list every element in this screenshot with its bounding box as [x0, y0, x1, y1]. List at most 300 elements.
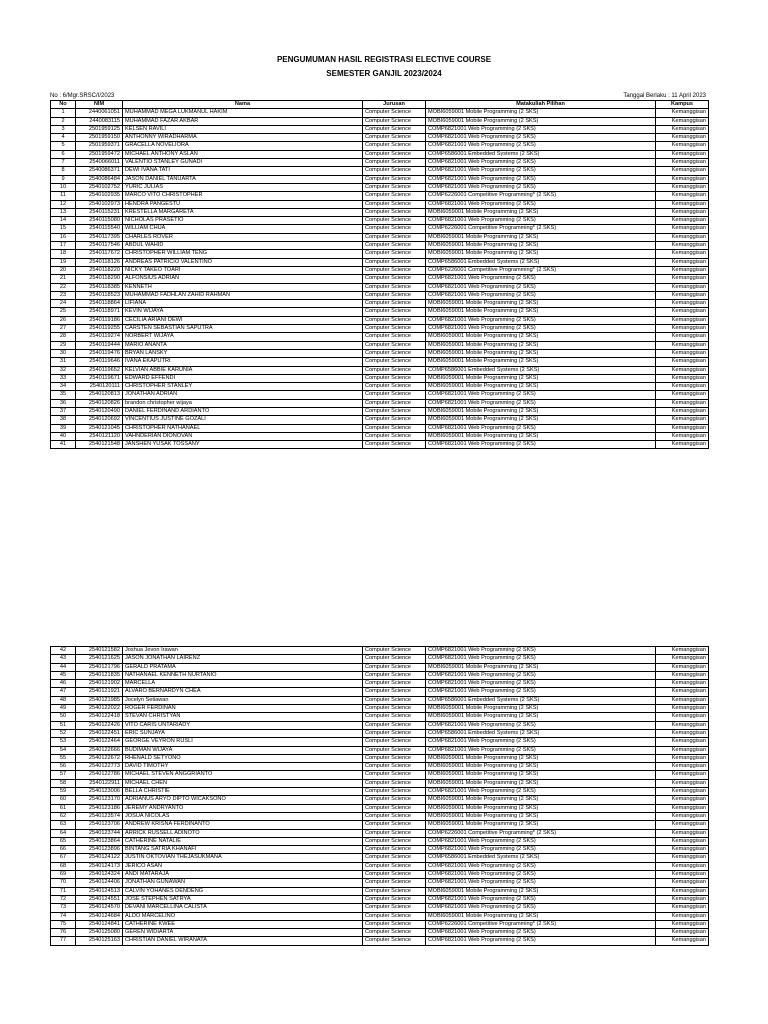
- cell-matakuliah: COMP6821001 Web Programming (2 SKS): [426, 904, 656, 912]
- cell-kampus: Kemanggisan: [656, 250, 709, 258]
- cell-nim: 2540124406: [76, 879, 123, 887]
- cell-matakuliah: MOBI6059001 Mobile Programming (2 SKS): [426, 887, 656, 895]
- table-row: [51, 771, 709, 779]
- cell-matakuliah: MOBI6059001 Mobile Programming (2 SKS): [426, 771, 656, 779]
- table-row: [51, 441, 709, 449]
- cell-no: 4: [51, 134, 76, 142]
- cell-no: 34: [51, 383, 76, 391]
- table-row: [51, 233, 709, 241]
- cell-no: 7: [51, 159, 76, 167]
- cell-jurusan: Computer Science: [363, 358, 426, 366]
- cell-nama: GEREN WIDIARTA: [123, 929, 363, 937]
- cell-jurusan: Computer Science: [363, 416, 426, 424]
- cell-jurusan: Computer Science: [363, 242, 426, 250]
- table-row: [51, 887, 709, 895]
- cell-matakuliah: COMP6821001 Web Programming (2 SKS): [426, 424, 656, 432]
- table-row: [51, 804, 709, 812]
- cell-kampus: Kemanggisan: [656, 432, 709, 440]
- cell-nim: 2540124684: [76, 912, 123, 920]
- cell-nama: DEWI IVANA TATI: [123, 167, 363, 175]
- cell-nim: 2540122666: [76, 746, 123, 754]
- cell-matakuliah: COMP6586001 Embedded Systems (2 SKS): [426, 258, 656, 266]
- cell-kampus: Kemanggisan: [656, 424, 709, 432]
- cell-kampus: Kemanggisan: [656, 183, 709, 191]
- cell-kampus: Kemanggisan: [656, 159, 709, 167]
- table-row: [51, 391, 709, 399]
- cell-jurusan: Computer Science: [363, 407, 426, 415]
- cell-jurusan: Computer Science: [363, 663, 426, 671]
- cell-jurusan: Computer Science: [363, 167, 426, 175]
- cell-matakuliah: MOBI6059001 Mobile Programming (2 SKS): [426, 233, 656, 241]
- cell-matakuliah: COMP6821001 Web Programming (2 SKS): [426, 134, 656, 142]
- cell-nama: MICHAEL STEVEN ANGGRIANTO: [123, 771, 363, 779]
- cell-matakuliah: COMP6821001 Web Programming (2 SKS): [426, 159, 656, 167]
- cell-nim: 2540125080: [76, 929, 123, 937]
- cell-no: 40: [51, 432, 76, 440]
- cell-no: 72: [51, 895, 76, 903]
- cell-matakuliah: COMP6821001 Web Programming (2 SKS): [426, 283, 656, 291]
- cell-nama: ALFONSIUS ADRIAN: [123, 275, 363, 283]
- table-row: [51, 266, 709, 274]
- cell-nama: JUSTIN OKTOVIAN THEJASUKMANA: [123, 854, 363, 862]
- table-row: [51, 846, 709, 854]
- cell-matakuliah: MOBI6059001 Mobile Programming (2 SKS): [426, 349, 656, 357]
- cell-no: 13: [51, 208, 76, 216]
- cell-jurusan: Computer Science: [363, 266, 426, 274]
- cell-nim: 2540123170: [76, 796, 123, 804]
- table-row: [51, 779, 709, 787]
- cell-no: 19: [51, 258, 76, 266]
- cell-matakuliah: COMP6821001 Web Programming (2 SKS): [426, 167, 656, 175]
- cell-jurusan: Computer Science: [363, 862, 426, 870]
- cell-matakuliah: MOBI6059001 Mobile Programming (2 SKS): [426, 341, 656, 349]
- cell-matakuliah: COMP6821001 Web Programming (2 SKS): [426, 871, 656, 879]
- cell-nim: 2540102935: [76, 192, 123, 200]
- cell-nama: STEVAN CHRISTYAN: [123, 713, 363, 721]
- cell-kampus: Kemanggisan: [656, 655, 709, 663]
- cell-matakuliah: COMP6226001 Competitive Programming* (2 SKS): [426, 266, 656, 274]
- table-row: [51, 729, 709, 737]
- cell-no: 70: [51, 879, 76, 887]
- cell-jurusan: Computer Science: [363, 812, 426, 820]
- table-row: [51, 647, 709, 655]
- cell-matakuliah: COMP6821001 Web Programming (2 SKS): [426, 688, 656, 696]
- table-row: [51, 912, 709, 920]
- cell-nama: DANIEL FERDINAND ARDIANTO: [123, 407, 363, 415]
- cell-matakuliah: MOBI6059001 Mobile Programming (2 SKS): [426, 663, 656, 671]
- cell-no: 41: [51, 441, 76, 449]
- cell-no: 71: [51, 887, 76, 895]
- table-row: [51, 655, 709, 663]
- cell-matakuliah: COMP6226001 Competitive Programming* (2 SKS): [426, 192, 656, 200]
- cell-no: 12: [51, 200, 76, 208]
- cell-no: 67: [51, 854, 76, 862]
- cell-matakuliah: MOBI6059001 Mobile Programming (2 SKS): [426, 821, 656, 829]
- cell-nim: 2540118126: [76, 258, 123, 266]
- table-row: [51, 225, 709, 233]
- cell-kampus: Kemanggisan: [656, 291, 709, 299]
- cell-nim: 2540122911: [76, 779, 123, 787]
- table-row: [51, 383, 709, 391]
- cell-jurusan: Computer Science: [363, 746, 426, 754]
- cell-no: 31: [51, 358, 76, 366]
- table-row: [51, 713, 709, 721]
- cell-nim: 2540121120: [76, 432, 123, 440]
- cell-matakuliah: COMP6586001 Embedded Systems (2 SKS): [426, 729, 656, 737]
- cell-no: 23: [51, 291, 76, 299]
- cell-nim: 2540124513: [76, 887, 123, 895]
- cell-no: 11: [51, 192, 76, 200]
- cell-no: 16: [51, 233, 76, 241]
- header-kampus: Kampus: [656, 101, 709, 109]
- cell-matakuliah: COMP6226001 Competitive Programming* (2 SKS): [426, 920, 656, 928]
- cell-matakuliah: MOBI6059001 Mobile Programming (2 SKS): [426, 912, 656, 920]
- cell-no: 1: [51, 109, 76, 117]
- table-header-row: [51, 101, 709, 109]
- cell-kampus: Kemanggisan: [656, 416, 709, 424]
- cell-kampus: Kemanggisan: [656, 680, 709, 688]
- effective-date: Tanggal Berlaku : 11 April 2023: [623, 93, 706, 99]
- cell-kampus: Kemanggisan: [656, 771, 709, 779]
- cell-nama: NICKY TAKEO TOARI: [123, 266, 363, 274]
- cell-matakuliah: COMP6821001 Web Programming (2 SKS): [426, 175, 656, 183]
- table-row: [51, 142, 709, 150]
- cell-nama: EDWARD EFFENDI: [123, 374, 363, 382]
- cell-nim: 2540117546: [76, 242, 123, 250]
- cell-jurusan: Computer Science: [363, 854, 426, 862]
- table-row: [51, 688, 709, 696]
- cell-jurusan: Computer Science: [363, 796, 426, 804]
- cell-nim: 2540118385: [76, 283, 123, 291]
- cell-kampus: Kemanggisan: [656, 325, 709, 333]
- cell-jurusan: Computer Science: [363, 142, 426, 150]
- cell-kampus: Kemanggisan: [656, 804, 709, 812]
- cell-nim: 2540122672: [76, 754, 123, 762]
- table-row: [51, 192, 709, 200]
- cell-nim: 2540121625: [76, 655, 123, 663]
- cell-nama: ADRIANUS ARYO DIPTO WICAKSONO: [123, 796, 363, 804]
- cell-nim: 2540125163: [76, 937, 123, 945]
- cell-jurusan: Computer Science: [363, 837, 426, 845]
- cell-matakuliah: COMP6586001 Embedded Systems (2 SKS): [426, 366, 656, 374]
- cell-nim: 2501959125: [76, 125, 123, 133]
- cell-no: 18: [51, 250, 76, 258]
- cell-jurusan: Computer Science: [363, 117, 426, 125]
- header-nama: Nama: [123, 101, 363, 109]
- cell-no: 77: [51, 937, 76, 945]
- cell-no: 46: [51, 680, 76, 688]
- cell-no: 22: [51, 283, 76, 291]
- cell-nama: JOSE STEPHEN SATRYA: [123, 895, 363, 903]
- cell-matakuliah: COMP6821001 Web Programming (2 SKS): [426, 655, 656, 663]
- cell-matakuliah: COMP6821001 Web Programming (2 SKS): [426, 441, 656, 449]
- table-row: [51, 217, 709, 225]
- cell-kampus: Kemanggisan: [656, 399, 709, 407]
- cell-matakuliah: MOBI6059001 Mobile Programming (2 SKS): [426, 432, 656, 440]
- cell-nim: 2540122451: [76, 729, 123, 737]
- table-row: [51, 754, 709, 762]
- table-row: [51, 705, 709, 713]
- cell-kampus: Kemanggisan: [656, 225, 709, 233]
- cell-jurusan: Computer Science: [363, 655, 426, 663]
- cell-nama: MUHAMMAD FADHLAN ZAHID RAHMAN: [123, 291, 363, 299]
- cell-matakuliah: COMP6821001 Web Programming (2 SKS): [426, 671, 656, 679]
- cell-kampus: Kemanggisan: [656, 763, 709, 771]
- cell-matakuliah: MOBI6059001 Mobile Programming (2 SKS): [426, 796, 656, 804]
- cell-no: 44: [51, 663, 76, 671]
- cell-matakuliah: MOBI6059001 Mobile Programming (2 SKS): [426, 117, 656, 125]
- table-row: [51, 812, 709, 820]
- cell-nama: MICHAEL CHEN: [123, 779, 363, 787]
- cell-jurusan: Computer Science: [363, 200, 426, 208]
- cell-nim: 2540115540: [76, 225, 123, 233]
- cell-matakuliah: COMP6226001 Competitive Programming* (2 SKS): [426, 829, 656, 837]
- cell-matakuliah: COMP6821001 Web Programming (2 SKS): [426, 217, 656, 225]
- cell-kampus: Kemanggisan: [656, 441, 709, 449]
- cell-matakuliah: COMP6821001 Web Programming (2 SKS): [426, 738, 656, 746]
- table-body-2: [51, 647, 709, 946]
- cell-jurusan: Computer Science: [363, 713, 426, 721]
- cell-matakuliah: MOBI6059001 Mobile Programming (2 SKS): [426, 416, 656, 424]
- cell-kampus: Kemanggisan: [656, 150, 709, 158]
- cell-nim: 2501959472: [76, 150, 123, 158]
- table-row: [51, 275, 709, 283]
- table-row: [51, 837, 709, 845]
- table-row: [51, 821, 709, 829]
- cell-no: 62: [51, 812, 76, 820]
- table-row: [51, 829, 709, 837]
- cell-nim: 2540124173: [76, 862, 123, 870]
- cell-nama: KELVIAN ABBIE KARUNIA: [123, 366, 363, 374]
- cell-no: 47: [51, 688, 76, 696]
- table-row: [51, 159, 709, 167]
- cell-matakuliah: MOBI6059001 Mobile Programming (2 SKS): [426, 812, 656, 820]
- table-row: [51, 183, 709, 191]
- registration-table-part-1: [50, 100, 709, 449]
- cell-nim: 2540121835: [76, 671, 123, 679]
- cell-kampus: Kemanggisan: [656, 366, 709, 374]
- cell-no: 69: [51, 871, 76, 879]
- cell-jurusan: Computer Science: [363, 671, 426, 679]
- cell-nama: VAHNDERIAN DIONOVAN: [123, 432, 363, 440]
- cell-kampus: Kemanggisan: [656, 912, 709, 920]
- cell-nim: 2540122022: [76, 705, 123, 713]
- table-row: [51, 895, 709, 903]
- cell-kampus: Kemanggisan: [656, 788, 709, 796]
- table-row: [51, 929, 709, 937]
- cell-matakuliah: MOBI6059001 Mobile Programming (2 SKS): [426, 308, 656, 316]
- cell-no: 9: [51, 175, 76, 183]
- table-row: [51, 325, 709, 333]
- cell-jurusan: Computer Science: [363, 125, 426, 133]
- cell-nama: ANDI MATARAJA: [123, 871, 363, 879]
- cell-nama: JERICO ASAN: [123, 862, 363, 870]
- cell-nama: ERIC SUNJAYA: [123, 729, 363, 737]
- cell-nim: 2540102752: [76, 183, 123, 191]
- cell-kampus: Kemanggisan: [656, 300, 709, 308]
- cell-nim: 2540119186: [76, 316, 123, 324]
- cell-matakuliah: COMP6821001 Web Programming (2 SKS): [426, 183, 656, 191]
- cell-nim: 2540121548: [76, 441, 123, 449]
- cell-matakuliah: COMP6586001 Embedded Systems (2 SKS): [426, 150, 656, 158]
- cell-nama: GRACELLA NOVELIORA: [123, 142, 363, 150]
- cell-kampus: Kemanggisan: [656, 779, 709, 787]
- cell-no: 74: [51, 912, 76, 920]
- cell-kampus: Kemanggisan: [656, 904, 709, 912]
- cell-matakuliah: COMP6821001 Web Programming (2 SKS): [426, 200, 656, 208]
- table-row: [51, 738, 709, 746]
- cell-nama: HENDRA PANGESTU: [123, 200, 363, 208]
- table-row: [51, 696, 709, 704]
- cell-matakuliah: MOBI6059001 Mobile Programming (2 SKS): [426, 754, 656, 762]
- cell-kampus: Kemanggisan: [656, 796, 709, 804]
- cell-nim: 2540124570: [76, 904, 123, 912]
- table-row: [51, 374, 709, 382]
- cell-matakuliah: COMP6821001 Web Programming (2 SKS): [426, 746, 656, 754]
- cell-kampus: Kemanggisan: [656, 871, 709, 879]
- table-row: [51, 316, 709, 324]
- cell-kampus: Kemanggisan: [656, 266, 709, 274]
- cell-matakuliah: COMP6821001 Web Programming (2 SKS): [426, 846, 656, 854]
- registration-table-part-2: [50, 646, 709, 946]
- cell-nama: JASON DANIEL TANUARTA: [123, 175, 363, 183]
- cell-no: 28: [51, 333, 76, 341]
- cell-kampus: Kemanggisan: [656, 358, 709, 366]
- cell-no: 37: [51, 407, 76, 415]
- cell-nim: 2540118523: [76, 291, 123, 299]
- cell-kampus: Kemanggisan: [656, 688, 709, 696]
- cell-nim: 2540120813: [76, 391, 123, 399]
- cell-nama: MUHAMMAD FAZAR AKBAR: [123, 117, 363, 125]
- cell-jurusan: Computer Science: [363, 738, 426, 746]
- cell-no: 56: [51, 763, 76, 771]
- table-row: [51, 879, 709, 887]
- table-row: [51, 920, 709, 928]
- table-row: [51, 937, 709, 945]
- cell-no: 75: [51, 920, 76, 928]
- cell-jurusan: Computer Science: [363, 308, 426, 316]
- cell-matakuliah: COMP6821001 Web Programming (2 SKS): [426, 399, 656, 407]
- table-row: [51, 763, 709, 771]
- cell-matakuliah: MOBI6059001 Mobile Programming (2 SKS): [426, 109, 656, 117]
- cell-kampus: Kemanggisan: [656, 879, 709, 887]
- cell-jurusan: Computer Science: [363, 349, 426, 357]
- cell-matakuliah: MOBI6059001 Mobile Programming (2 SKS): [426, 804, 656, 812]
- cell-no: 64: [51, 829, 76, 837]
- cell-matakuliah: COMP6821001 Web Programming (2 SKS): [426, 929, 656, 937]
- table-row: [51, 308, 709, 316]
- cell-nama: CATHERINE KWEE: [123, 920, 363, 928]
- cell-jurusan: Computer Science: [363, 887, 426, 895]
- cell-no: 27: [51, 325, 76, 333]
- cell-nim: 2540117395: [76, 233, 123, 241]
- cell-matakuliah: COMP6821001 Web Programming (2 SKS): [426, 788, 656, 796]
- table-row: [51, 862, 709, 870]
- cell-matakuliah: MOBI6059001 Mobile Programming (2 SKS): [426, 705, 656, 713]
- cell-jurusan: Computer Science: [363, 183, 426, 191]
- cell-nim: 2540118290: [76, 275, 123, 283]
- cell-no: 52: [51, 729, 76, 737]
- cell-jurusan: Computer Science: [363, 688, 426, 696]
- cell-nama: Joshua Jevon Irawan: [123, 647, 363, 655]
- cell-jurusan: Computer Science: [363, 829, 426, 837]
- cell-nim: 2540120111: [76, 383, 123, 391]
- cell-nama: CECILIA ARIANI DEWI: [123, 316, 363, 324]
- table-row: [51, 150, 709, 158]
- cell-no: 36: [51, 399, 76, 407]
- cell-nama: ROGER FERDINAN: [123, 705, 363, 713]
- cell-kampus: Kemanggisan: [656, 829, 709, 837]
- cell-jurusan: Computer Science: [363, 788, 426, 796]
- cell-nim: 2540120490: [76, 407, 123, 415]
- cell-nama: ARRICK RUSSELL ADINOTO: [123, 829, 363, 837]
- table-row: [51, 407, 709, 415]
- cell-kampus: Kemanggisan: [656, 316, 709, 324]
- cell-matakuliah: COMP6821001 Web Programming (2 SKS): [426, 680, 656, 688]
- cell-nama: VITO CARIS UNTARIADY: [123, 721, 363, 729]
- cell-matakuliah: COMP6821001 Web Programming (2 SKS): [426, 125, 656, 133]
- cell-nama: JANSHEN YUSAK TOSSANY: [123, 441, 363, 449]
- cell-kampus: Kemanggisan: [656, 134, 709, 142]
- cell-nim: 2540117672: [76, 250, 123, 258]
- cell-matakuliah: COMP6586001 Embedded Systems (2 SKS): [426, 854, 656, 862]
- cell-nim: 2540124122: [76, 854, 123, 862]
- cell-jurusan: Computer Science: [363, 779, 426, 787]
- table-row: [51, 432, 709, 440]
- cell-nim: 2540124324: [76, 871, 123, 879]
- cell-matakuliah: COMP6226001 Competitive Programming* (2 SKS): [426, 225, 656, 233]
- cell-nama: KELSEN RAVILI: [123, 125, 363, 133]
- cell-jurusan: Computer Science: [363, 391, 426, 399]
- cell-jurusan: Computer Science: [363, 846, 426, 854]
- cell-nim: 2540121796: [76, 663, 123, 671]
- cell-nim: 2540123864: [76, 837, 123, 845]
- cell-nama: MARCO VITO CHRISTOPHER: [123, 192, 363, 200]
- table-row: [51, 333, 709, 341]
- cell-nama: VALENTIO STANLEY GUNADI: [123, 159, 363, 167]
- cell-jurusan: Computer Science: [363, 920, 426, 928]
- cell-nim: 2540122773: [76, 763, 123, 771]
- cell-nama: DEVANI MARCELLINA CALISTA: [123, 904, 363, 912]
- cell-no: 68: [51, 862, 76, 870]
- cell-no: 59: [51, 788, 76, 796]
- cell-kampus: Kemanggisan: [656, 117, 709, 125]
- cell-kampus: Kemanggisan: [656, 895, 709, 903]
- cell-jurusan: Computer Science: [363, 929, 426, 937]
- cell-matakuliah: MOBI6059001 Mobile Programming (2 SKS): [426, 763, 656, 771]
- cell-no: 29: [51, 341, 76, 349]
- cell-matakuliah: MOBI6059001 Mobile Programming (2 SKS): [426, 374, 656, 382]
- cell-jurusan: Computer Science: [363, 300, 426, 308]
- cell-kampus: Kemanggisan: [656, 175, 709, 183]
- cell-kampus: Kemanggisan: [656, 233, 709, 241]
- cell-nim: 2540119274: [76, 333, 123, 341]
- cell-matakuliah: COMP6821001 Web Programming (2 SKS): [426, 937, 656, 945]
- table-row: [51, 200, 709, 208]
- cell-no: 60: [51, 796, 76, 804]
- cell-matakuliah: MOBI6059001 Mobile Programming (2 SKS): [426, 779, 656, 787]
- cell-no: 57: [51, 771, 76, 779]
- cell-kampus: Kemanggisan: [656, 746, 709, 754]
- cell-nama: KRESTELLA MARGARETA: [123, 208, 363, 216]
- cell-nama: MARIO ANANTA: [123, 341, 363, 349]
- cell-nim: 2540118220: [76, 266, 123, 274]
- cell-kampus: Kemanggisan: [656, 283, 709, 291]
- cell-kampus: Kemanggisan: [656, 109, 709, 117]
- table-row: [51, 258, 709, 266]
- cell-nim: 2540121902: [76, 680, 123, 688]
- cell-no: 73: [51, 904, 76, 912]
